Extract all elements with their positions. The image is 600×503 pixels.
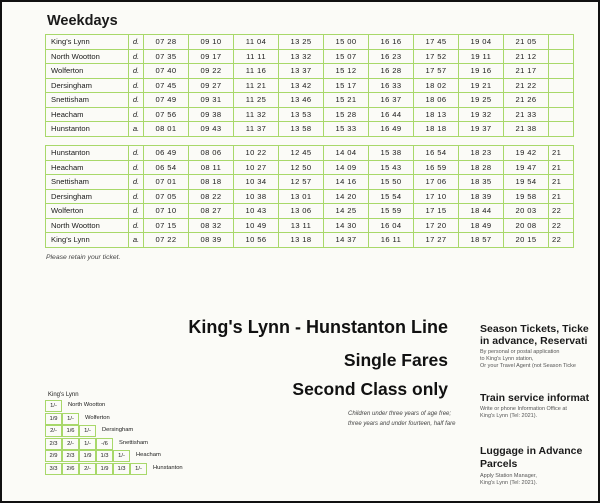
departure-time [549,107,574,122]
fare-cell: 1/- [79,438,96,450]
timetable-to-hunstanton [45,34,574,137]
departure-time: 07 05 [144,189,189,204]
arrive-depart-marker: d. [129,160,144,175]
fare-cell: 1/- [62,413,79,425]
fare-cell: 3/3 [45,463,62,475]
departure-time: 16 54 [414,146,459,161]
departure-time: 10 22 [234,146,279,161]
fare-cell: 1/6 [62,425,79,437]
fare-cell: 1/- [113,450,130,462]
departure-time: 10 56 [234,233,279,248]
departure-time [549,64,574,79]
departure-time: 13 37 [279,64,324,79]
departure-time: 07 15 [144,218,189,233]
departure-time: 18 23 [459,146,504,161]
station-name: North Wootton [46,49,129,64]
luggage-text-1: Apply Station Manager, [480,473,537,479]
departure-time: 18 02 [414,78,459,93]
season-tickets-heading-line2: in advance, Reservati [480,335,588,347]
departure-time: 15 59 [369,204,414,219]
departure-time: 14 30 [324,218,369,233]
children-fare-note: Children under three years of age free; three years and under fourteen, half fare [348,411,456,427]
departure-time: 11 04 [234,35,279,50]
departure-time: 09 43 [189,122,234,137]
departure-time: 07 56 [144,107,189,122]
fares-title: Single Fares [343,350,448,370]
hunstanton-bound-row [46,35,574,50]
departure-time: 12 57 [279,175,324,190]
departure-time: 21 12 [504,49,549,64]
departure-time: 15 07 [324,49,369,64]
departure-time [549,35,574,50]
departure-time: 19 47 [504,160,549,175]
departure-time: 13 18 [279,233,324,248]
arrive-depart-marker: d. [129,189,144,204]
departure-time: 16 33 [369,78,414,93]
departure-time: 18 28 [459,160,504,175]
kings-lynn-bound-row [46,204,574,219]
departure-time: 08 22 [189,189,234,204]
departure-time: 20 08 [504,218,549,233]
departure-time: 15 00 [324,35,369,50]
departure-time: 09 27 [189,78,234,93]
station-name: Dersingham [46,78,129,93]
season-tickets-text-3: Or your Travel Agent (not Season Ticke [480,363,576,369]
fare-cell: 2/- [45,425,62,437]
departure-time: 10 38 [234,189,279,204]
departure-time: 08 39 [189,233,234,248]
departure-time: 19 25 [459,93,504,108]
fare-station-name: Wolferton [85,414,110,421]
arrive-depart-marker: d. [129,35,144,50]
departure-time: 18 57 [459,233,504,248]
station-name: King's Lynn [46,35,129,50]
departure-time: 20 03 [504,204,549,219]
fare-cell: 2/6 [62,463,79,475]
departure-time: 08 27 [189,204,234,219]
departure-time: 10 43 [234,204,279,219]
departure-time: 06 49 [144,146,189,161]
departure-time: 19 37 [459,122,504,137]
departure-time: 21 26 [504,93,549,108]
departure-time: 10 27 [234,160,279,175]
departure-time: 07 40 [144,64,189,79]
departure-time: 16 44 [369,107,414,122]
fare-cell: 2/3 [45,438,62,450]
station-name: Dersingham [46,189,129,204]
departure-time: 07 01 [144,175,189,190]
departure-time: 17 27 [414,233,459,248]
departure-time: 21 [549,160,574,175]
class-title: Second Class only [292,379,448,399]
arrive-depart-marker: a. [129,233,144,248]
kings-lynn-bound-row [46,175,574,190]
fare-station-name: Dersingham [102,427,134,433]
departure-time: 17 57 [414,64,459,79]
departure-time: 17 10 [414,189,459,204]
departure-time: 09 31 [189,93,234,108]
departure-time: 21 22 [504,78,549,93]
station-name: Wolferton [46,204,129,219]
hunstanton-bound-row [46,122,574,137]
train-service-heading: Train service informat [480,392,590,404]
fare-cell: 1/3 [96,450,113,462]
departure-time: 12 50 [279,160,324,175]
departure-time: 13 06 [279,204,324,219]
kings-lynn-bound-row [46,218,574,233]
station-name: Hunstanton [46,146,129,161]
fare-cell: 1/- [130,463,147,475]
departure-time: 12 45 [279,146,324,161]
departure-time: 11 37 [234,122,279,137]
departure-time: 16 11 [369,233,414,248]
arrive-depart-marker: d. [129,64,144,79]
departure-time: 13 32 [279,49,324,64]
departure-time: 13 25 [279,35,324,50]
hunstanton-bound-row [46,49,574,64]
departure-time: 07 35 [144,49,189,64]
arrive-depart-marker: a. [129,122,144,137]
departure-time: 17 20 [414,218,459,233]
departure-time: 06 54 [144,160,189,175]
departure-time: 18 35 [459,175,504,190]
departure-time: 22 [549,204,574,219]
departure-time: 17 15 [414,204,459,219]
hunstanton-bound-row [46,107,574,122]
departure-time: 19 42 [504,146,549,161]
departure-time: 18 49 [459,218,504,233]
departure-time: 09 10 [189,35,234,50]
fare-cell: 1/- [79,425,96,437]
station-name: Snettisham [46,175,129,190]
fare-cell: 1/9 [96,463,113,475]
departure-time: 09 22 [189,64,234,79]
departure-time: 18 18 [414,122,459,137]
departure-time: 11 11 [234,49,279,64]
departure-time: 21 38 [504,122,549,137]
departure-time: 20 15 [504,233,549,248]
departure-time: 09 38 [189,107,234,122]
fare-station-name: Snettisham [119,439,148,446]
departure-time: 22 [549,218,574,233]
season-tickets-heading: Season Tickets, Ticke [480,323,589,335]
arrive-depart-marker: d. [129,107,144,122]
departure-time: 15 54 [369,189,414,204]
kings-lynn-bound-row [46,146,574,161]
luggage-heading: Luggage in Advance [480,445,583,457]
train-service-text-2: King's Lynn (Tel: 2021). [480,413,538,419]
departure-time: 15 28 [324,107,369,122]
departure-time: 16 28 [369,64,414,79]
train-service-text-1: Write or phone Information Office at [480,406,567,412]
departure-time: 08 01 [144,122,189,137]
departure-time: 14 20 [324,189,369,204]
departure-time: 17 52 [414,49,459,64]
departure-time: 07 28 [144,35,189,50]
timetable-to-kings-lynn [45,145,574,248]
fare-table-origin: King's Lynn [48,392,79,398]
departure-time: 14 09 [324,160,369,175]
departure-time: 19 58 [504,189,549,204]
departure-time: 08 11 [189,160,234,175]
departure-time: 14 04 [324,146,369,161]
station-name: King's Lynn [46,233,129,248]
arrive-depart-marker: d. [129,175,144,190]
departure-time: 21 33 [504,107,549,122]
departure-time: 07 10 [144,204,189,219]
departure-time [549,122,574,137]
departure-time: 08 18 [189,175,234,190]
departure-time: 14 25 [324,204,369,219]
fare-cell: 2/- [79,463,96,475]
station-name: Heacham [46,107,129,122]
departure-time: 19 11 [459,49,504,64]
departure-time: 15 38 [369,146,414,161]
departure-time: 11 32 [234,107,279,122]
departure-time: 16 49 [369,122,414,137]
departure-time: 18 06 [414,93,459,108]
departure-time: 18 44 [459,204,504,219]
departure-time: 15 33 [324,122,369,137]
departure-time: 21 [549,189,574,204]
station-name: Hunstanton [46,122,129,137]
departure-time: 10 49 [234,218,279,233]
departure-time: 19 54 [504,175,549,190]
departure-time: 14 37 [324,233,369,248]
season-tickets-text-2: to King's Lynn station, [480,356,534,362]
fare-cell: -/6 [96,438,113,450]
departure-time: 18 13 [414,107,459,122]
departure-time [549,49,574,64]
luggage-text-2: King's Lynn (Tel: 2021). [480,480,538,486]
station-name: Heacham [46,160,129,175]
fare-cell: 1/3 [113,463,130,475]
arrive-depart-marker: d. [129,78,144,93]
departure-time: 16 59 [414,160,459,175]
station-name: North Wootton [46,218,129,233]
retain-ticket-note: Please retain your ticket. [46,254,121,261]
departure-time: 21 [549,146,574,161]
departure-time: 22 [549,233,574,248]
departure-time: 13 53 [279,107,324,122]
departure-time: 07 22 [144,233,189,248]
hunstanton-bound-row [46,93,574,108]
departure-time: 09 17 [189,49,234,64]
departure-time: 13 42 [279,78,324,93]
line-title: King's Lynn - Hunstanton Line [188,317,448,337]
departure-time: 13 01 [279,189,324,204]
departure-time: 17 06 [414,175,459,190]
departure-time: 10 34 [234,175,279,190]
departure-time: 16 23 [369,49,414,64]
departure-time: 13 11 [279,218,324,233]
kings-lynn-bound-row [46,160,574,175]
departure-time: 21 [549,175,574,190]
departure-time: 13 46 [279,93,324,108]
arrive-depart-marker: d. [129,49,144,64]
departure-time: 19 04 [459,35,504,50]
departure-time: 15 17 [324,78,369,93]
parcels-heading: Parcels [480,458,518,470]
departure-time: 11 25 [234,93,279,108]
departure-time: 13 58 [279,122,324,137]
departure-time: 16 04 [369,218,414,233]
fare-cell: 1/9 [79,450,96,462]
departure-time: 11 21 [234,78,279,93]
fare-station-name: Heacham [136,452,161,458]
departure-time: 19 32 [459,107,504,122]
fare-station-name: North Wootton [68,402,106,408]
departure-time: 11 16 [234,64,279,79]
departure-time: 08 06 [189,146,234,161]
departure-time: 07 49 [144,93,189,108]
arrive-depart-marker: d. [129,218,144,233]
weekdays-heading: Weekdays [47,13,118,29]
station-name: Wolferton [46,64,129,79]
departure-time: 21 17 [504,64,549,79]
kings-lynn-bound-row [46,233,574,248]
fare-station-name: Hunstanton [153,464,183,471]
season-tickets-text-1: By personal or postal application [480,349,560,355]
departure-time: 19 21 [459,78,504,93]
fare-cell: 2/3 [62,450,79,462]
departure-time [549,78,574,93]
departure-time: 15 12 [324,64,369,79]
departure-time: 16 16 [369,35,414,50]
departure-time: 16 37 [369,93,414,108]
kings-lynn-bound-row [46,189,574,204]
station-name: Snettisham [46,93,129,108]
departure-time: 19 16 [459,64,504,79]
departure-time: 15 21 [324,93,369,108]
hunstanton-bound-row [46,78,574,93]
departure-time: 07 45 [144,78,189,93]
fare-cell: 2/9 [45,450,62,462]
arrive-depart-marker: d. [129,93,144,108]
fare-cell: 1/- [45,400,62,412]
arrive-depart-marker: d. [129,204,144,219]
departure-time: 15 43 [369,160,414,175]
departure-time: 14 16 [324,175,369,190]
hunstanton-bound-row [46,64,574,79]
fare-cell: 1/9 [45,413,62,425]
departure-time: 15 50 [369,175,414,190]
departure-time: 08 32 [189,218,234,233]
arrive-depart-marker: d. [129,146,144,161]
fare-cell: 2/- [62,438,79,450]
departure-time [549,93,574,108]
departure-time: 21 05 [504,35,549,50]
departure-time: 17 45 [414,35,459,50]
departure-time: 18 39 [459,189,504,204]
